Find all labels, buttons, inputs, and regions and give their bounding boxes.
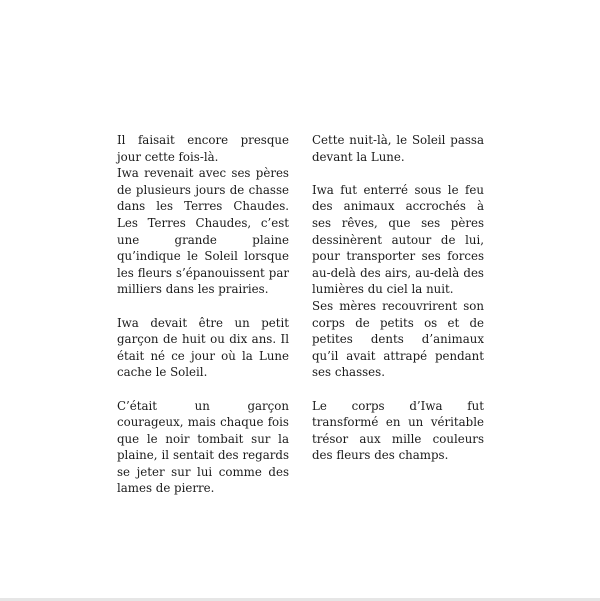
paragraph-terres-chaudes: Iwa revenait avec ses pères de plusieurs jours de chasse dans les Terres Chaudes. Les Terres Chaudes, c’est une grande plaine qu’indique le Soleil lorsque les fleurs s’épanouissent par milliers dans les prairies.	[117, 166, 289, 297]
paragraph-gap	[312, 165, 484, 182]
paragraph-opening: Il faisait encore presque jour cette fois-là.	[117, 133, 289, 164]
paragraph-that-night: Cette nuit-là, le Soleil passa devant la Lune.	[312, 133, 484, 164]
paragraph-mothers: Ses mères recouvrirent son corps de petits os et de petites dents d’animaux qu’il avait attrapé pendant ses chasses.	[312, 298, 484, 380]
right-text-column	[312, 132, 484, 464]
paragraph-courageous-boy: C’était un garçon courageux, mais chaque fois que le noir tombait sur la plaine, il sentait des regards se jeter sur lui comme des lames de pierre.	[117, 398, 289, 496]
paragraph-gap	[117, 381, 289, 398]
paragraph-treasure: Le corps d’Iwa fut transformé en un véritable trésor aux mille couleurs des fleurs des champs.	[312, 398, 484, 463]
paragraph-gap	[117, 298, 289, 315]
paragraph-burial: Iwa fut enterré sous le feu des animaux accrochés à ses rêves, que ses pères dessinèrent autour de lui, pour transporter ses forces au-delà des airs, au-delà des lumières du ciel la nuit.	[312, 182, 484, 297]
paragraph-iwa-age: Iwa devait être un petit garçon de huit ou dix ans. Il était né ce jour où la Lune cache le Soleil.	[117, 315, 289, 380]
left-text-column	[117, 132, 289, 497]
paragraph-gap	[312, 381, 484, 398]
